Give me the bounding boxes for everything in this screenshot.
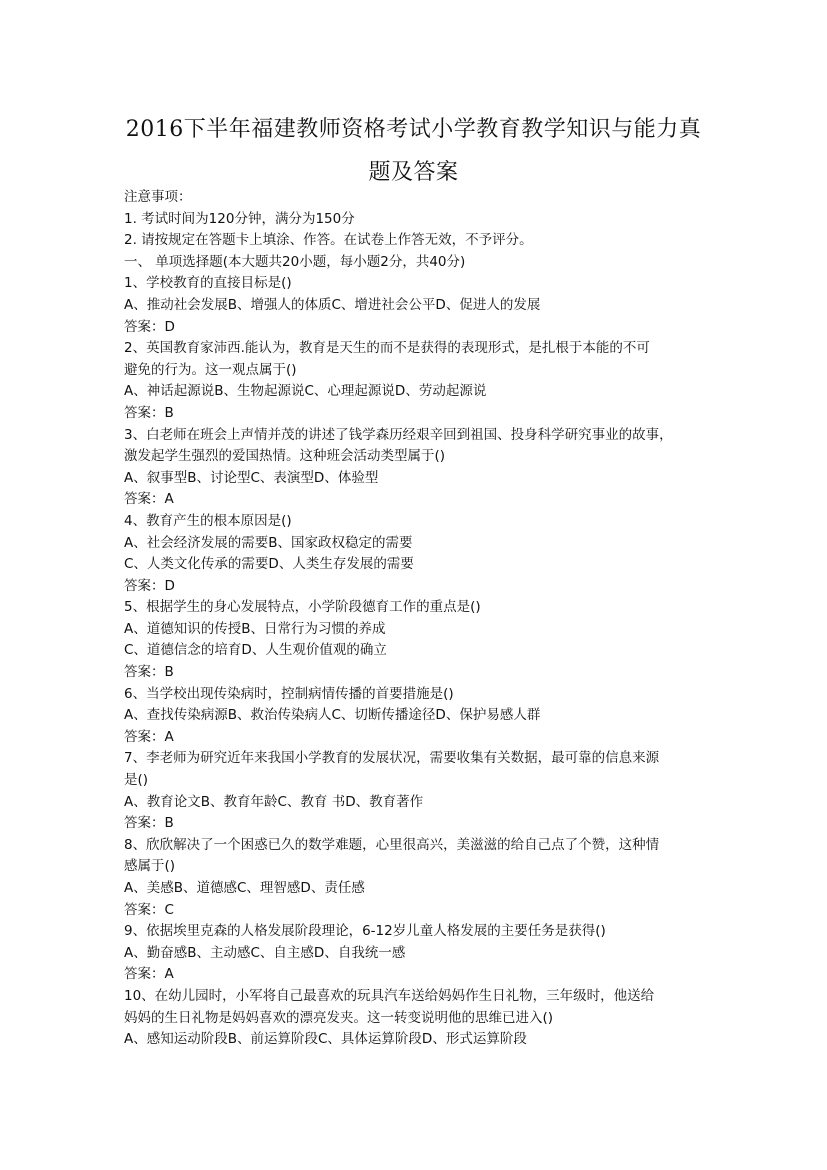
text-line: C、道德信念的培育D、人生观价值观的确立 bbox=[124, 642, 387, 659]
text-line: 是() bbox=[124, 772, 149, 789]
text-line: A、神话起源说B、生物起源说C、心理起源说D、劳动起源说 bbox=[124, 383, 487, 400]
text-line: 6、当学校出现传染病时，控制病情传播的首要措施是() bbox=[124, 685, 454, 702]
text-line: 答案：D bbox=[124, 318, 175, 335]
text-line: A、推动社会发展B、增强人的体质C、增进社会公平D、促进人的发展 bbox=[124, 296, 541, 313]
text-line: 8、欣欣解决了一个困惑已久的数学难题，心里很高兴，美滋滋的给自己点了个赞，这种情 bbox=[124, 836, 660, 853]
text-line: A、社会经济发展的需要B、国家政权稳定的需要 bbox=[124, 534, 413, 551]
text-line: 10、在幼儿园时，小军将自己最喜欢的玩具汽车送给妈妈作生日礼物，三年级时，他送给 bbox=[124, 987, 655, 1004]
text-line: A、教育论文B、教育年龄C、教育 书D、教育著作 bbox=[124, 793, 424, 810]
text-line: 避免的行为。这一观点属于() bbox=[124, 361, 297, 378]
text-line: 1. 考试时间为120分钟，满分为150分 bbox=[124, 210, 355, 227]
text-line: 答案：A bbox=[124, 491, 174, 508]
text-line: 9、依据埃里克森的人格发展阶段理论，6-12岁儿童人格发展的主要任务是获得() bbox=[124, 923, 606, 940]
text-line: 2、英国教育家沛西.能认为，教育是天生的而不是获得的表现形式，是扎根于本能的不可 bbox=[124, 340, 650, 357]
document-title-line-2: 题及答案 bbox=[368, 160, 459, 185]
text-line: 答案：A bbox=[124, 728, 174, 745]
document-title-line-1: 2016下半年福建教师资格考试小学教育教学知识与能力真 bbox=[125, 117, 702, 142]
text-line: 感属于() bbox=[124, 858, 176, 875]
text-line: 一、 单项选择题(本大题共20小题，每小题2分，共40分) bbox=[124, 253, 466, 270]
text-line: 3、白老师在班会上声情并茂的讲述了钱学森历经艰辛回到祖国、投身科学研究事业的故事， bbox=[124, 426, 673, 443]
text-line: A、叙事型B、讨论型C、表演型D、体验型 bbox=[124, 469, 379, 486]
text-line: C、人类文化传承的需要D、人类生存发展的需要 bbox=[124, 556, 414, 573]
text-line: 5、根据学生的身心发展特点，小学阶段德育工作的重点是() bbox=[124, 599, 481, 616]
text-line: 答案：C bbox=[124, 901, 174, 918]
text-line: 答案：B bbox=[124, 664, 174, 681]
text-line: 激发起学生强烈的爱国热情。这种班会活动类型属于() bbox=[124, 448, 446, 465]
text-line: 2. 请按规定在答题卡上填涂、作答。在试卷上作答无效，不予评分。 bbox=[124, 232, 533, 249]
text-line: A、感知运动阶段B、前运算阶段C、具体运算阶段D、形式运算阶段 bbox=[124, 1031, 527, 1048]
text-line: 答案：B bbox=[124, 815, 174, 832]
text-line: 妈妈的生日礼物是妈妈喜欢的漂亮发夹。这一转变说明他的思维已进入() bbox=[124, 1009, 554, 1026]
text-line: A、查找传染病源B、救治传染病人C、切断传播途径D、保护易感人群 bbox=[124, 707, 541, 724]
text-line: 答案：B bbox=[124, 404, 174, 421]
text-line: 答案：A bbox=[124, 966, 174, 983]
text-line: 注意事项： bbox=[124, 189, 192, 205]
text-line: A、勤奋感B、主动感C、自主感D、自我统一感 bbox=[124, 944, 406, 961]
text-line: A、道德知识的传授B、日常行为习惯的养成 bbox=[124, 620, 386, 637]
text-line: 1、学校教育的直接目标是() bbox=[124, 275, 292, 292]
text-line: 7、李老师为研究近年来我国小学教育的发展状况，需要收集有关数据，最可靠的信息来源 bbox=[124, 750, 660, 767]
text-line: 答案：D bbox=[124, 577, 175, 594]
text-line: 4、教育产生的根本原因是() bbox=[124, 512, 292, 529]
document-body bbox=[124, 187, 724, 1051]
text-line: A、美感B、道德感C、理智感D、责任感 bbox=[124, 880, 365, 896]
